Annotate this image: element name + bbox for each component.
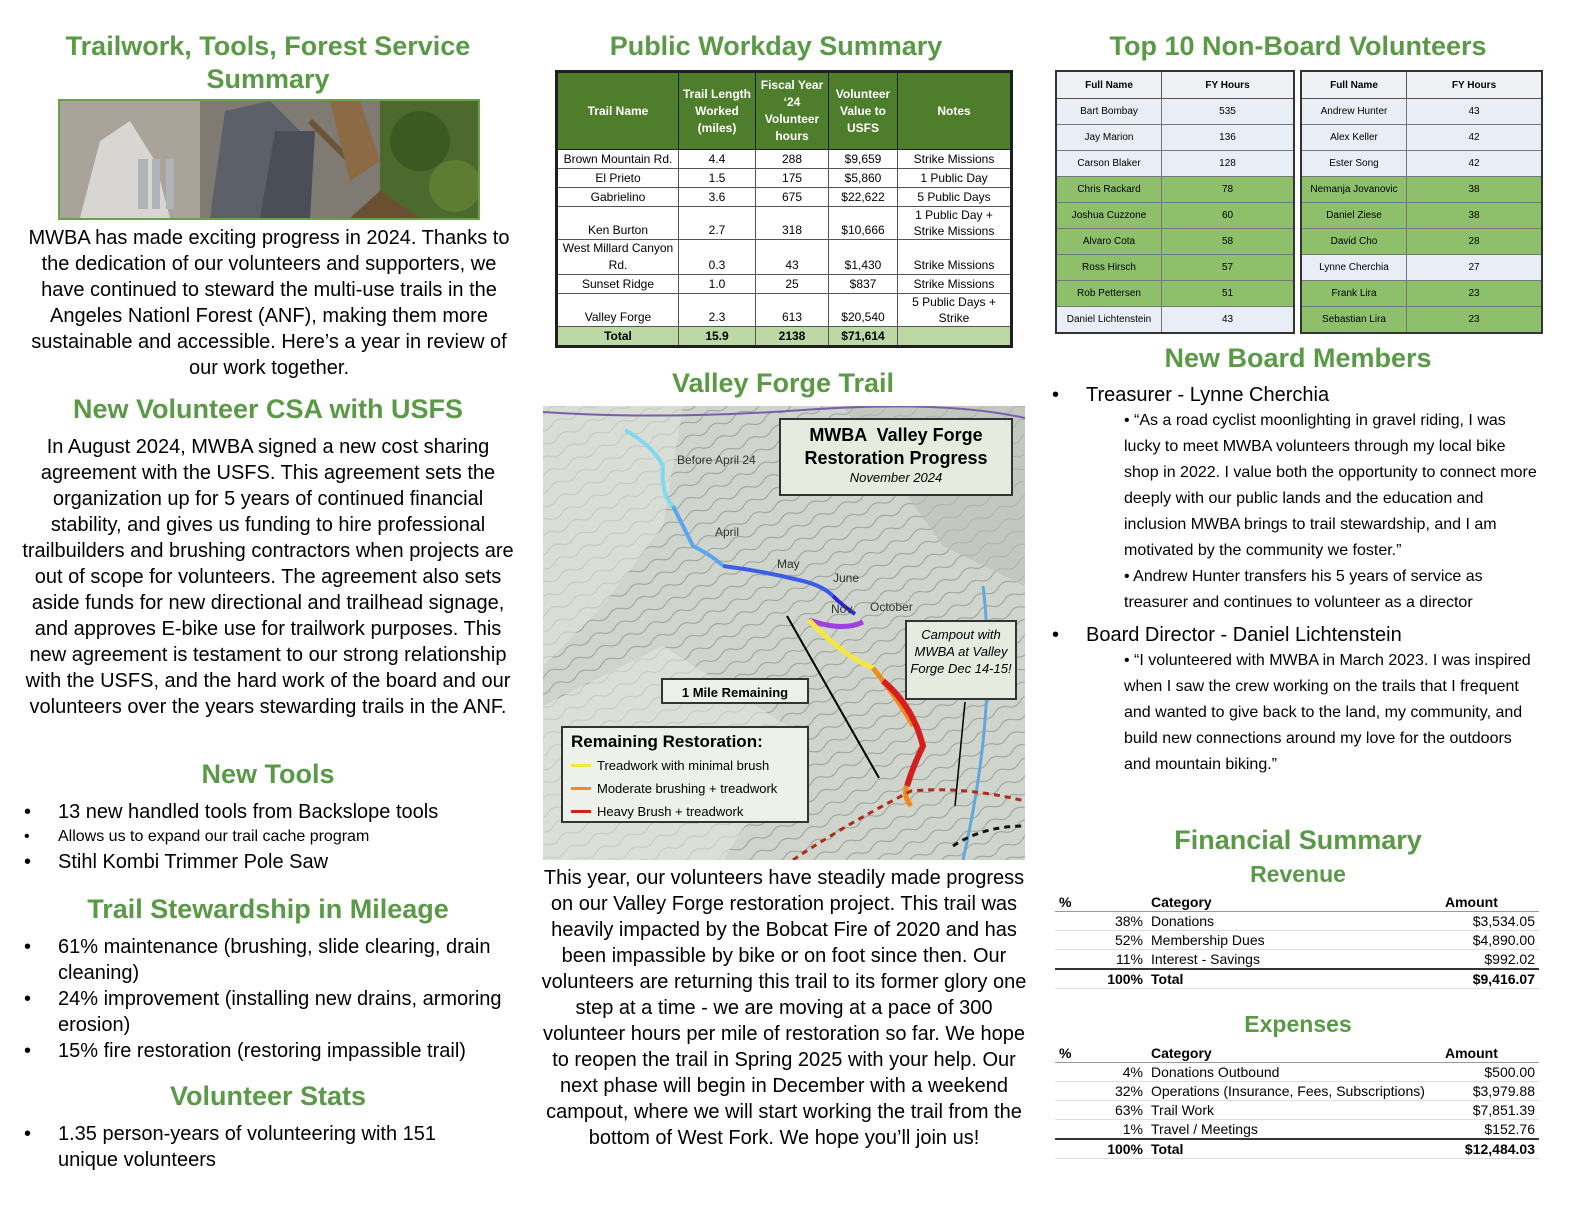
vol-hours: 27 xyxy=(1407,255,1543,281)
cell-total-value: $71,614 xyxy=(829,327,898,347)
vol-hours: 28 xyxy=(1407,229,1543,255)
vol-header: Full Name xyxy=(1056,71,1162,99)
board-role xyxy=(1052,382,1542,408)
fin-category: Donations xyxy=(1147,912,1441,931)
valley-forge-map xyxy=(543,406,1025,860)
table-row xyxy=(557,275,1012,294)
legend-item xyxy=(571,800,799,823)
fin-amount: $500.00 xyxy=(1441,1063,1539,1082)
mileage-item: • 61% maintenance (brushing, slide clearing, drain cleaning) xyxy=(24,934,514,986)
tool-subitem-text: Allows us to expand our trail cache program xyxy=(58,828,370,845)
cell-hours: 675 xyxy=(756,188,829,207)
cell-value: $9,659 xyxy=(829,150,898,169)
vol-header: FY Hours xyxy=(1407,71,1543,99)
board-role-label: Treasurer - Lynne Cherchia xyxy=(1086,384,1330,406)
table-row xyxy=(1055,912,1539,931)
cell-total-hours: 2138 xyxy=(756,327,829,347)
table-row xyxy=(1056,281,1294,307)
board-quote: “As a road cyclist moonlighting in gravel riding, I was lucky to meet MWBA volunteers through my local bike shop in 2022. I value both the opportunity to connect more deeply with our public lands and the education and inclusion MWBA brings to trail stewardship, and I am motivated by the community we foster.” xyxy=(1124,412,1537,559)
fin-amount: $4,890.00 xyxy=(1441,931,1539,950)
vol-name: Andrew Hunter xyxy=(1301,99,1407,125)
vol-name: Lynne Cherchia xyxy=(1301,255,1407,281)
vol-hours: 23 xyxy=(1407,281,1543,307)
cell-notes: Strike Missions xyxy=(898,240,1012,275)
table-row xyxy=(1301,281,1542,307)
financial-title: Financial Summary xyxy=(1174,825,1422,855)
table-row xyxy=(557,294,1012,327)
vol-hours: 535 xyxy=(1162,99,1295,125)
revenue-table xyxy=(1055,893,1539,989)
table-row xyxy=(1056,203,1294,229)
cell-trail: Gabrielino xyxy=(557,188,679,207)
table-row xyxy=(557,169,1012,188)
legend-item xyxy=(571,777,799,800)
workday-table xyxy=(555,70,1013,348)
map-box-title: MWBA Valley Forge Restoration Progress xyxy=(804,425,988,468)
table-total-row xyxy=(557,327,1012,347)
cell-value: $1,430 xyxy=(829,240,898,275)
cell-notes: Strike Missions xyxy=(898,275,1012,294)
volunteers-title: Top 10 Non-Board Volunteers xyxy=(1109,31,1487,61)
workday-header: Fiscal Year ‘24 Volunteer hours xyxy=(756,72,829,150)
fin-category: Membership Dues xyxy=(1147,931,1441,950)
fin-pct: 1% xyxy=(1055,1120,1147,1140)
table-total-row xyxy=(1055,969,1539,989)
vol-name: Rob Pettersen xyxy=(1056,281,1162,307)
table-row xyxy=(1301,255,1542,281)
fin-header: Amount xyxy=(1441,1044,1539,1063)
vol-hours: 78 xyxy=(1162,177,1295,203)
cell-hours: 288 xyxy=(756,150,829,169)
legend-label: Treadwork with minimal brush xyxy=(597,758,770,773)
map-label-october: October xyxy=(870,600,913,614)
vol-name: Ross Hirsch xyxy=(1056,255,1162,281)
workday-header: Trail Name xyxy=(557,72,679,150)
vol-hours: 60 xyxy=(1162,203,1295,229)
cell-hours: 318 xyxy=(756,207,829,240)
fin-pct: 32% xyxy=(1055,1082,1147,1101)
vol-hours: 38 xyxy=(1407,177,1543,203)
board-note-item: • Andrew Hunter transfers his 5 years of service as treasurer and continues to volunteer as a director xyxy=(1124,568,1483,611)
cell-miles: 4.4 xyxy=(679,150,756,169)
fin-amount: $3,534.05 xyxy=(1441,912,1539,931)
vol-name: Daniel Ziese xyxy=(1301,203,1407,229)
fin-amount: $7,851.39 xyxy=(1441,1101,1539,1120)
fin-category: Interest - Savings xyxy=(1147,950,1441,970)
cell-notes: 1 Public Day + Strike Missions xyxy=(898,207,1012,240)
revenue-title: Revenue xyxy=(1250,861,1346,887)
cell-value: $22,622 xyxy=(829,188,898,207)
fin-category: Total xyxy=(1147,969,1441,989)
cell-miles: 2.3 xyxy=(679,294,756,327)
cell-miles: 2.7 xyxy=(679,207,756,240)
fin-header: Amount xyxy=(1441,893,1539,912)
trail-crew-image xyxy=(60,101,478,218)
table-row xyxy=(1301,203,1542,229)
vol-name: Bart Bombay xyxy=(1056,99,1162,125)
table-row xyxy=(1301,229,1542,255)
fin-pct: 4% xyxy=(1055,1063,1147,1082)
board-note-item: • “I volunteered with MWBA in March 2023. I was inspired when I saw the crew working on the trails that I frequent and wanted to give back to the land, my community, and build new connections around my love for the outdoors and mountain biking.” xyxy=(1124,652,1531,773)
table-total-row xyxy=(1055,1139,1539,1159)
cell-value: $10,666 xyxy=(829,207,898,240)
board-quote: “I volunteered with MWBA in March 2023. I was inspired when I saw the crew working on the trails that I frequent and wanted to give back to the land, my community, and build new connections around my love for the outdoors and mountain biking.” xyxy=(1124,652,1531,773)
expenses-table xyxy=(1055,1044,1539,1159)
board-role xyxy=(1052,622,1542,648)
table-row xyxy=(1056,151,1294,177)
table-row xyxy=(557,207,1012,240)
vol-hours: 38 xyxy=(1407,203,1543,229)
legend-swatch-orange xyxy=(571,787,591,790)
workday-header: Notes xyxy=(898,72,1012,150)
table-row xyxy=(1056,229,1294,255)
cell-trail: Ken Burton xyxy=(557,207,679,240)
campout-text: Campout with MWBA at Valley Forge Dec 14-15! xyxy=(910,627,1012,676)
cell-hours: 175 xyxy=(756,169,829,188)
map-label-nov: Nov xyxy=(831,602,853,616)
fin-pct: 52% xyxy=(1055,931,1147,950)
vol-header: FY Hours xyxy=(1162,71,1295,99)
fin-amount: $9,416.07 xyxy=(1441,969,1539,989)
legend-label: Heavy Brush + treadwork xyxy=(597,804,744,819)
tool-item: • Stihl Kombi Trimmer Pole Saw xyxy=(24,849,514,875)
valley-forge-title: Valley Forge Trail xyxy=(671,368,895,398)
cell-trail: El Prieto xyxy=(557,169,679,188)
intro-paragraph: MWBA has made exciting progress in 2024. Thanks to the dedication of our volunteers and supporters, we have continued to steward the multi-use trails in the Angeles Nationl Forest (ANF), making them more sustainable and accessible. Here’s a year in review of our work together. xyxy=(28,227,510,379)
table-row xyxy=(1055,931,1539,950)
cell-notes: 5 Public Days + Strike xyxy=(898,294,1012,327)
vol-name: Alvaro Cota xyxy=(1056,229,1162,255)
vol-name: Ester Song xyxy=(1301,151,1407,177)
mileage-list xyxy=(24,934,514,1064)
cell-notes: 1 Public Day xyxy=(898,169,1012,188)
workday-title: Public Workday Summary xyxy=(609,31,943,61)
fin-header: % xyxy=(1055,1044,1147,1063)
vol-hours: 51 xyxy=(1162,281,1295,307)
cell-total-notes xyxy=(898,327,1012,347)
cell-total-label: Total xyxy=(557,327,679,347)
table-row xyxy=(1055,1063,1539,1082)
fin-pct: 100% xyxy=(1055,969,1147,989)
vol-name: Carson Blaker xyxy=(1056,151,1162,177)
trailwork-photo xyxy=(58,99,480,220)
board-note xyxy=(1052,648,1542,778)
board-list xyxy=(1052,622,1542,648)
vol-name: Joshua Cuzzone xyxy=(1056,203,1162,229)
table-row xyxy=(1301,177,1542,203)
csa-title: New Volunteer CSA with USFS xyxy=(72,394,464,424)
board-note xyxy=(1052,408,1542,616)
board-note-item: • “As a road cyclist moonlighting in gravel riding, I was lucky to meet MWBA volunteers through my local bike shop in 2022. I value both the opportunity to connect more deeply with our public lands and the education and inclusion MWBA brings to trail stewardship, and I am motivated by the community we foster.” xyxy=(1124,412,1537,559)
table-row xyxy=(1056,177,1294,203)
campout-callout xyxy=(905,620,1017,700)
table-row xyxy=(1055,1101,1539,1120)
tool-item: • 13 new handled tools from Backslope tools xyxy=(24,799,514,825)
vol-name: Sebastian Lira xyxy=(1301,307,1407,334)
cell-value: $5,860 xyxy=(829,169,898,188)
vol-name: Alex Keller xyxy=(1301,125,1407,151)
mileage-item: • 15% fire restoration (restoring impassible trail) xyxy=(24,1038,514,1064)
volunteers-table-right xyxy=(1300,70,1543,334)
workday-header: Volunteer Value to USFS xyxy=(829,72,898,150)
legend-label: Moderate brushing + treadwork xyxy=(597,781,778,796)
legend-swatch-yellow xyxy=(571,764,591,767)
expenses-title: Expenses xyxy=(1244,1011,1352,1037)
vol-name: David Cho xyxy=(1301,229,1407,255)
cell-hours: 613 xyxy=(756,294,829,327)
map-label-may: May xyxy=(777,557,800,571)
table-row xyxy=(1301,307,1542,334)
mileage-title: Trail Stewardship in Mileage xyxy=(87,894,449,924)
map-label-june: June xyxy=(833,571,860,585)
cell-miles: 0.3 xyxy=(679,240,756,275)
vol-name: Daniel Lichtenstein xyxy=(1056,307,1162,334)
vol-hours: 23 xyxy=(1407,307,1543,334)
map-title-box xyxy=(779,418,1013,496)
legend-title: Remaining Restoration: xyxy=(571,732,763,751)
cell-miles: 1.5 xyxy=(679,169,756,188)
fin-amount: $12,484.03 xyxy=(1441,1139,1539,1159)
stats-list xyxy=(24,1121,484,1173)
fin-pct: 11% xyxy=(1055,950,1147,970)
fin-header: Category xyxy=(1147,893,1441,912)
workday-header: Trail Length Worked (miles) xyxy=(679,72,756,150)
fin-amount: $992.02 xyxy=(1441,950,1539,970)
legend-item xyxy=(571,754,799,777)
cell-notes: Strike Missions xyxy=(898,150,1012,169)
trailwork-title: Trailwork, Tools, Forest Service Summary xyxy=(65,31,471,94)
vol-hours: 42 xyxy=(1407,125,1543,151)
fin-amount: $152.76 xyxy=(1441,1120,1539,1140)
table-row xyxy=(1055,1082,1539,1101)
cell-trail: Sunset Ridge xyxy=(557,275,679,294)
vol-hours: 136 xyxy=(1162,125,1295,151)
board-title: New Board Members xyxy=(1164,343,1432,373)
vol-hours: 43 xyxy=(1162,307,1295,334)
table-row xyxy=(1056,307,1294,334)
stats-item: • 1.35 person-years of volunteering with 151 unique volunteers xyxy=(24,1121,484,1173)
fin-category: Donations Outbound xyxy=(1147,1063,1441,1082)
fin-category: Total xyxy=(1147,1139,1441,1159)
cell-total-miles: 15.9 xyxy=(679,327,756,347)
vol-name: Chris Rackard xyxy=(1056,177,1162,203)
new-tools-title: New Tools xyxy=(201,759,335,789)
table-row xyxy=(1055,950,1539,970)
tool-subitem xyxy=(24,825,514,849)
cell-value: $20,540 xyxy=(829,294,898,327)
vol-name: Frank Lira xyxy=(1301,281,1407,307)
vol-hours: 58 xyxy=(1162,229,1295,255)
map-box-subtitle: November 2024 xyxy=(849,470,943,485)
remaining-callout xyxy=(661,678,809,704)
cell-trail: Brown Mountain Rd. xyxy=(557,150,679,169)
map-label-april: April xyxy=(715,525,740,539)
valley-forge-story: This year, our volunteers have steadily made progress on our Valley Forge restoration project. This trail was heavily impacted by the Bobcat Fire of 2020 and has been impassible by bike or on foot since then. Our volunteers are returning this trail to its former glory one step at a time - we are moving at a pace of 300 volunteer hours per mile of restoration so far. We hope to reopen the trail in Spring 2025 with your help. Our next phase will begin in December with a weekend campout, where we will start working the trail from the bottom of West Fork. We hope you’ll join us! xyxy=(541,867,1027,1149)
board-list xyxy=(1052,382,1542,408)
table-row xyxy=(557,188,1012,207)
fin-category: Trail Work xyxy=(1147,1101,1441,1120)
fin-pct: 38% xyxy=(1055,912,1147,931)
table-row xyxy=(557,150,1012,169)
cell-hours: 43 xyxy=(756,240,829,275)
cell-notes: 5 Public Days xyxy=(898,188,1012,207)
board-section xyxy=(1052,382,1542,778)
fin-pct: 100% xyxy=(1055,1139,1147,1159)
vol-hours: 128 xyxy=(1162,151,1295,177)
cell-trail: West Millard Canyon Rd. xyxy=(557,240,679,275)
volunteer-stats-title: Volunteer Stats xyxy=(169,1081,367,1111)
tools-list xyxy=(24,799,514,875)
fin-amount: $3,979.88 xyxy=(1441,1082,1539,1101)
vol-name: Jay Marion xyxy=(1056,125,1162,151)
fin-category: Travel / Meetings xyxy=(1147,1120,1441,1140)
map-legend xyxy=(561,726,809,823)
cell-value: $837 xyxy=(829,275,898,294)
board-role-label: Board Director - Daniel Lichtenstein xyxy=(1086,624,1402,646)
volunteers-table-left xyxy=(1055,70,1295,334)
fin-pct: 63% xyxy=(1055,1101,1147,1120)
cell-miles: 1.0 xyxy=(679,275,756,294)
remaining-text: 1 Mile Remaining xyxy=(681,685,789,700)
cell-trail: Valley Forge xyxy=(557,294,679,327)
map-label-before-april: Before April 24 xyxy=(677,453,756,467)
table-row xyxy=(1055,1120,1539,1140)
mileage-item: • 24% improvement (installing new drains, armoring erosion) xyxy=(24,986,514,1038)
fin-header: % xyxy=(1055,893,1147,912)
table-row xyxy=(557,240,1012,275)
vol-hours: 57 xyxy=(1162,255,1295,281)
vol-header: Full Name xyxy=(1301,71,1407,99)
vol-hours: 42 xyxy=(1407,151,1543,177)
table-row xyxy=(1056,125,1294,151)
legend-swatch-red xyxy=(571,810,591,813)
cell-hours: 25 xyxy=(756,275,829,294)
table-row xyxy=(1301,99,1542,125)
table-row xyxy=(1056,99,1294,125)
table-row xyxy=(1056,255,1294,281)
vol-hours: 43 xyxy=(1407,99,1543,125)
table-row xyxy=(1301,125,1542,151)
vol-name: Nemanja Jovanovic xyxy=(1301,177,1407,203)
fin-header: Category xyxy=(1147,1044,1441,1063)
table-row xyxy=(1301,151,1542,177)
csa-paragraph: In August 2024, MWBA signed a new cost sharing agreement with the USFS. This agreement sets the organization up for 5 years of continued financial stability, and gives us funding to hire professional trailbuilders and brushing contractors when projects are out of scope for volunteers. The agreement also sets aside funds for new directional and trailhead signage, and approves E-bike use for trailwork purposes. This new agreement is testament to our strong relationship with the USFS, and the hard work of the board and our volunteers over the years stewarding trails in the ANF. xyxy=(22,436,514,718)
cell-miles: 3.6 xyxy=(679,188,756,207)
fin-category: Operations (Insurance, Fees, Subscriptions) xyxy=(1147,1082,1441,1101)
board-transfer: Andrew Hunter transfers his 5 years of service as treasurer and continues to volunteer as a director xyxy=(1124,568,1483,611)
